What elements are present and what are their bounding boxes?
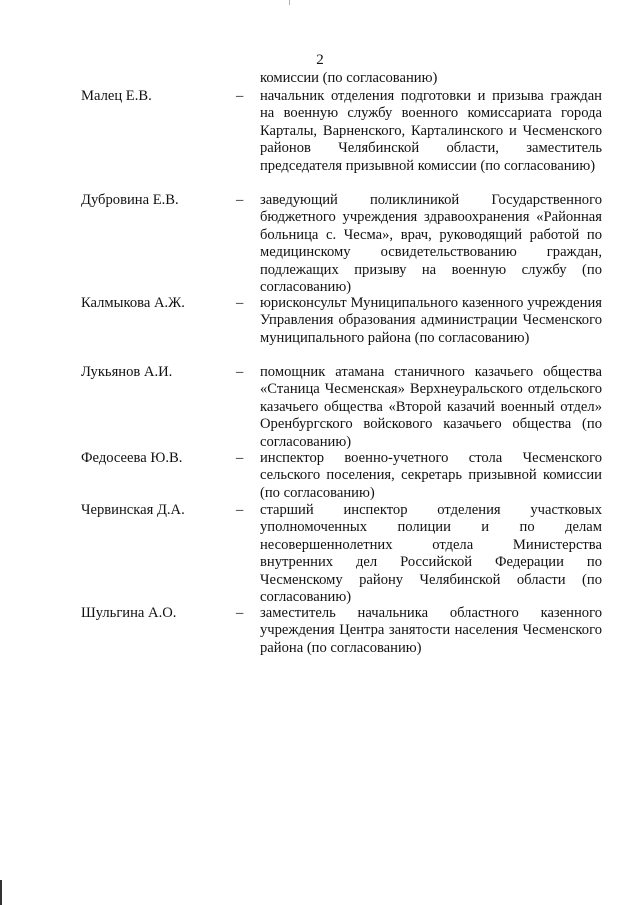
member-role: заместитель начальника областного казенного учреждения Центра занятости населения Чесменского района (по согласованию) bbox=[260, 605, 602, 656]
member-name: Лукьянов А.И. bbox=[81, 364, 173, 380]
member-name: Шульгина А.О. bbox=[81, 605, 177, 621]
member-dash: – bbox=[236, 502, 244, 518]
member-name: Червинская Д.А. bbox=[81, 502, 185, 518]
member-role: старший инспектор отделения участковых уполномоченных полиции и по делам несовершеннолетних отдела Министерства внутренних дел Российской Федерации по Чесменскому району Челябинской области (по согласованию) bbox=[260, 502, 602, 606]
member-dash: – bbox=[236, 88, 244, 104]
member-dash: – bbox=[236, 364, 244, 380]
member-dash: – bbox=[236, 295, 244, 311]
member-dash: – bbox=[236, 450, 244, 466]
member-role: инспектор военно-учетного стола Чесменского сельского поселения, секретарь призывной комиссии (по согласованию) bbox=[260, 450, 602, 501]
member-name: Федосеева Ю.В. bbox=[81, 450, 183, 466]
member-name: Калмыкова А.Ж. bbox=[81, 295, 185, 311]
page-number: 2 bbox=[316, 52, 324, 68]
member-dash: – bbox=[236, 605, 244, 621]
member-role: юрисконсульт Муниципального казенного учреждения Управления образования администрации Чесменского муниципального района (по согласованию) bbox=[260, 295, 602, 346]
member-role: помощник атамана станичного казачьего общества «Станица Чесменская» Верхнеуральского отдельского казачьего общества «Второй казачий военный отдел» Оренбургского войскового казачьего общества (по согласованию) bbox=[260, 364, 602, 450]
continuation-text: комиссии (по согласованию) bbox=[260, 70, 438, 86]
member-role: заведующий поликлиникой Государственного бюджетного учреждения здравоохранения «Районная больница с. Чесма», врач, руководящий работой по медицинскому освидетельствованию граждан, подлежащих призыву на военную службу (по согласованию) bbox=[260, 192, 602, 296]
member-role: начальник отделения подготовки и призыва граждан на военную службу военного комиссариата города Карталы, Варненского, Карталинского и Чесменского районов Челябинской области, заместитель председателя призывной комиссии (по согласованию) bbox=[260, 88, 602, 174]
member-dash: – bbox=[236, 192, 244, 208]
member-name: Малец Е.В. bbox=[81, 88, 152, 104]
member-name: Дубровина Е.В. bbox=[81, 192, 179, 208]
